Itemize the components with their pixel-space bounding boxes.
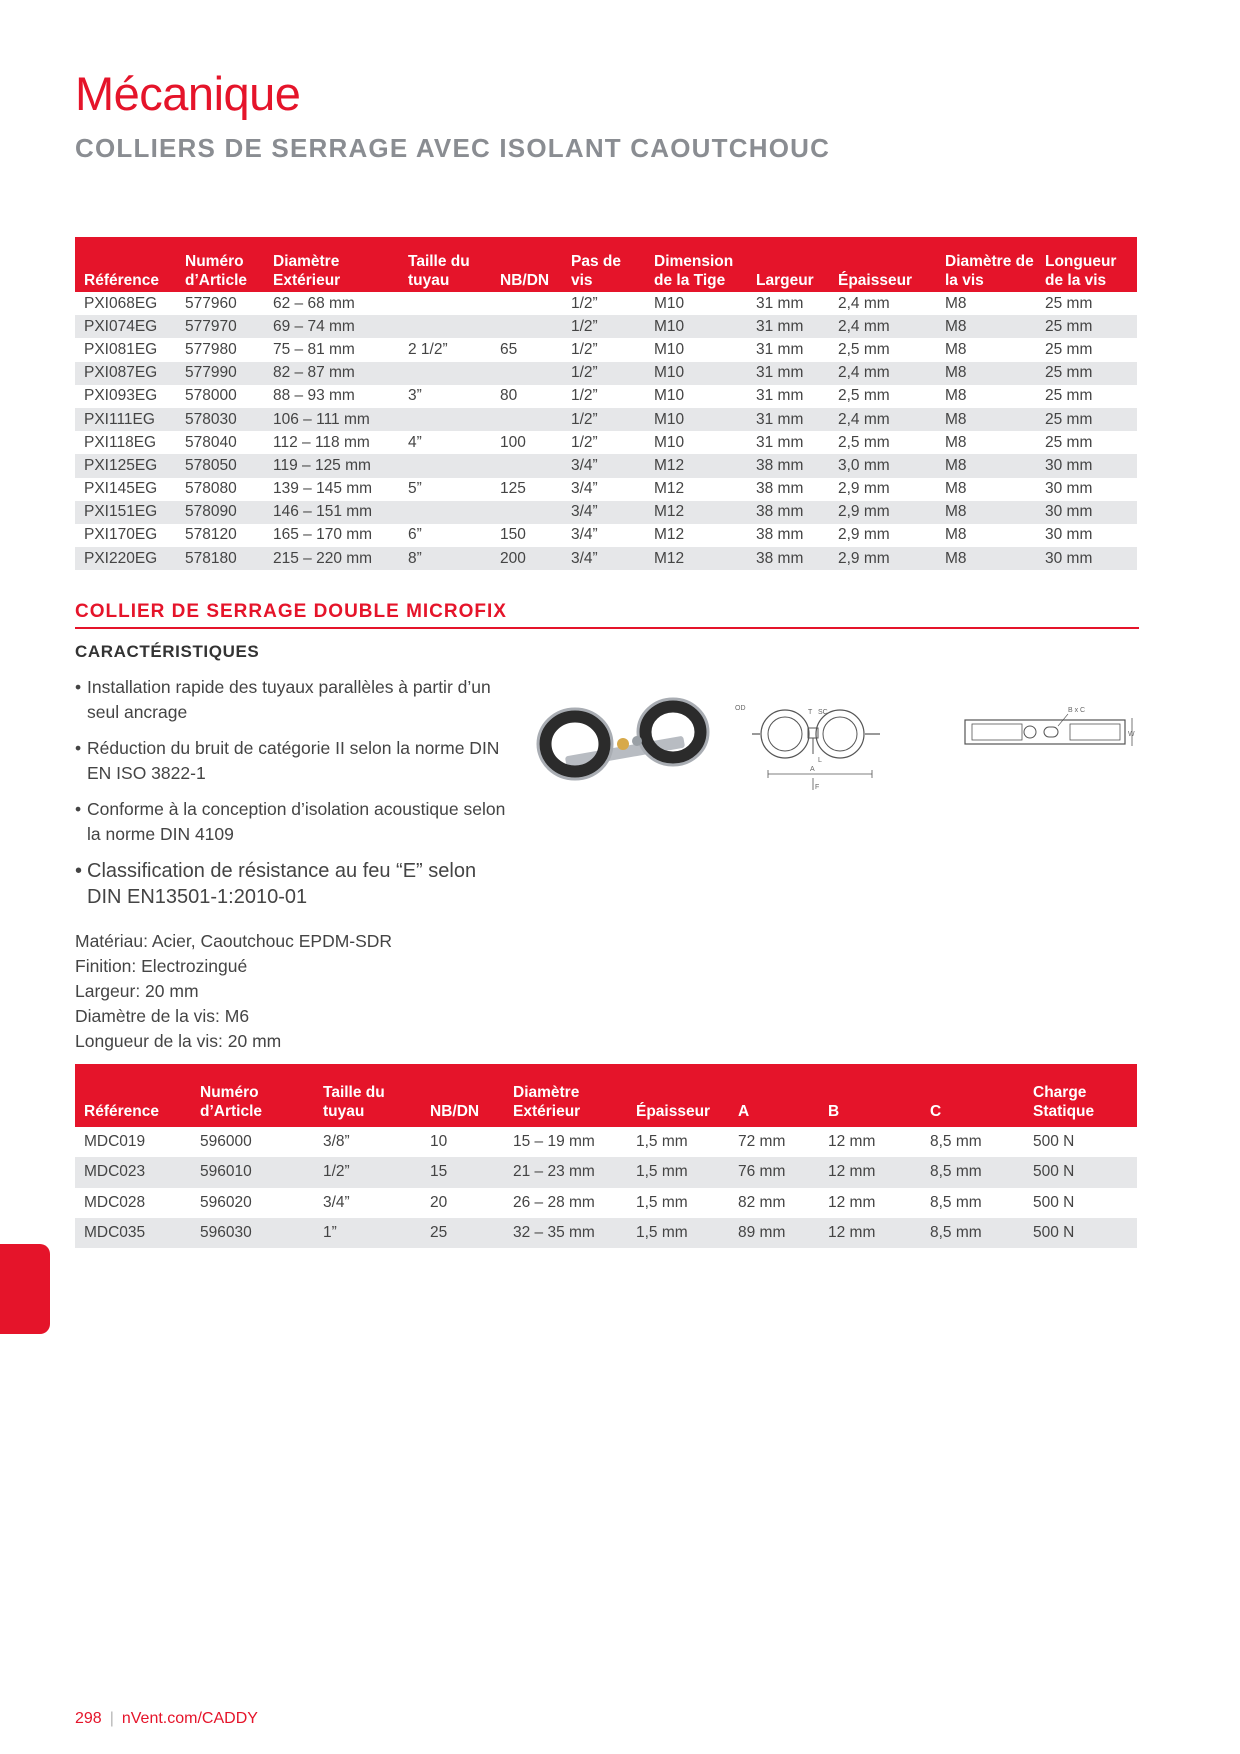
table-cell [399, 501, 491, 524]
table-cell: 1,5 mm [627, 1218, 729, 1248]
properties-list [75, 929, 392, 1054]
table-cell: 2,4 mm [829, 362, 936, 385]
table-cell: MDC019 [84, 1133, 146, 1151]
table-cell: M8 [936, 454, 1036, 477]
column-header: Dimension de la Tige [645, 237, 747, 292]
table-cell: 119 – 125 mm [264, 454, 399, 477]
table-cell: PXI220EG [75, 547, 176, 570]
table-cell: 2,4 mm [838, 294, 890, 312]
table-cell: 72 mm [738, 1133, 786, 1151]
column-header: Taille du tuyau [314, 1064, 421, 1127]
diagram-label-l: L [818, 757, 822, 764]
table-row [75, 1218, 1137, 1248]
table-cell: 577990 [176, 362, 264, 385]
table-cell: 25 mm [1045, 433, 1093, 451]
column-header: Référence [75, 237, 176, 292]
column-header: NB/DN [421, 1064, 504, 1127]
table-cell: 577970 [176, 315, 264, 338]
diagram-label-f: F [815, 784, 820, 791]
table-cell: 215 – 220 mm [264, 547, 399, 570]
table-cell: M10 [654, 294, 685, 312]
table-cell: M8 [936, 362, 1036, 385]
column-header: B [819, 1064, 921, 1127]
footer-site-link[interactable]: nVent.com/CADDY [121, 1710, 258, 1727]
property-item: Finition: Electrozingué [75, 956, 248, 976]
table-cell: PXI081EG [84, 340, 158, 358]
table-cell: M12 [654, 526, 685, 544]
table-cell: M12 [645, 547, 747, 570]
table-cell: 5” [408, 480, 422, 498]
table-cell: 32 – 35 mm [504, 1218, 627, 1248]
table-cell [491, 292, 562, 315]
table-cell: 1/2” [571, 433, 598, 451]
table-cell: 30 mm [1036, 454, 1137, 477]
property-item: Longueur de la vis: 20 mm [75, 1031, 282, 1051]
diagram-label-w: W [1128, 731, 1135, 738]
table-row [75, 501, 1137, 524]
table-cell: 3/4” [562, 501, 645, 524]
column-header: C [921, 1064, 1024, 1127]
table-cell: 139 – 145 mm [273, 480, 373, 498]
table-header-row [75, 237, 1137, 292]
table-cell: 3,0 mm [829, 454, 936, 477]
table-cell: 30 mm [1036, 547, 1137, 570]
table-cell: 1” [314, 1218, 421, 1248]
table-cell: 89 mm [729, 1218, 819, 1248]
table-cell: 4” [408, 433, 422, 451]
table-cell: 1/2” [562, 408, 645, 431]
table-cell: 10 [430, 1133, 448, 1151]
table-row [75, 547, 1137, 570]
table-cell: 578080 [185, 480, 237, 498]
table-cell: 3/8” [323, 1133, 350, 1151]
table-cell: M8 [945, 433, 967, 451]
table-cell: 30 mm [1045, 526, 1093, 544]
column-header: Diamètre Extérieur [264, 237, 399, 292]
diagram-label-sc: SC [818, 709, 828, 716]
table-cell: 1/2” [571, 294, 598, 312]
table-cell: 8,5 mm [930, 1193, 982, 1211]
table-cell: 2,9 mm [829, 547, 936, 570]
table-cell [399, 362, 491, 385]
table-cell: M8 [945, 387, 967, 405]
table-cell: 8,5 mm [921, 1218, 1024, 1248]
table-cell: 2,4 mm [829, 315, 936, 338]
table-cell: 1,5 mm [636, 1133, 688, 1151]
table-cell: 100 [500, 433, 526, 451]
table-cell: M10 [654, 433, 685, 451]
table-cell: 1/2” [571, 340, 598, 358]
table-cell: M10 [654, 387, 685, 405]
table-cell: 2,9 mm [829, 501, 936, 524]
column-header: Épaisseur [829, 237, 936, 292]
table-cell: 25 [421, 1218, 504, 1248]
features-heading: CARACTÉRISTIQUES [75, 642, 260, 661]
table-cell: 596010 [191, 1157, 314, 1187]
table-cell: 578050 [176, 454, 264, 477]
table-cell: 31 mm [756, 340, 804, 358]
table-row [75, 338, 1137, 361]
table-cell: 2,5 mm [838, 340, 890, 358]
table-cell: M8 [945, 526, 967, 544]
table-cell: 65 [500, 340, 518, 358]
table-cell: 500 N [1033, 1193, 1075, 1211]
table-cell: 26 – 28 mm [513, 1193, 595, 1211]
table-cell: 12 mm [819, 1218, 921, 1248]
table-cell: MDC035 [75, 1218, 191, 1248]
table-cell: 578120 [185, 526, 237, 544]
table-row [75, 292, 1137, 315]
table-cell: M10 [645, 408, 747, 431]
table-cell: 596030 [191, 1218, 314, 1248]
mdc-spec-table [75, 1064, 1137, 1248]
table-cell: M10 [645, 315, 747, 338]
table-cell: 3/4” [323, 1193, 350, 1211]
table-cell: 31 mm [756, 387, 804, 405]
column-header: Pas de vis [562, 237, 645, 292]
table-row [75, 478, 1137, 501]
table-row [75, 431, 1137, 454]
column-header: Longueur de la vis [1036, 237, 1137, 292]
table-cell: 1,5 mm [627, 1157, 729, 1187]
table-cell: 30 mm [1036, 501, 1137, 524]
table-cell: PXI118EG [84, 433, 157, 451]
pxi-spec-table [75, 237, 1137, 570]
table-cell [491, 408, 562, 431]
table-cell: M8 [945, 480, 967, 498]
table-cell: 31 mm [747, 315, 829, 338]
table-row [75, 385, 1137, 408]
table-cell: PXI093EG [84, 387, 158, 405]
column-header: Diamètre Extérieur [504, 1064, 627, 1127]
table-cell: 20 [430, 1193, 448, 1211]
column-header: Largeur [747, 237, 829, 292]
table-cell: 500 N [1024, 1218, 1137, 1248]
table-cell: 578180 [176, 547, 264, 570]
table-cell: 2 1/2” [408, 340, 448, 358]
table-row [75, 1127, 1137, 1157]
page-footer [75, 1710, 258, 1728]
table-cell: M8 [945, 294, 967, 312]
page-title: Mécanique [75, 67, 301, 120]
features-list [75, 675, 515, 921]
table-cell: PXI151EG [75, 501, 176, 524]
page-subtitle: COLLIERS DE SERRAGE AVEC ISOLANT CAOUTCHOUC [75, 133, 831, 163]
diagram-label-bxc: B x C [1068, 707, 1086, 714]
table-cell: 112 – 118 mm [273, 433, 370, 451]
table-cell: 75 – 81 mm [273, 340, 355, 358]
table-row [75, 454, 1137, 477]
table-cell: 2,5 mm [838, 433, 890, 451]
table-cell: 125 [500, 480, 526, 498]
table-row [75, 1157, 1137, 1187]
table-cell: 82 – 87 mm [264, 362, 399, 385]
table-cell: 1/2” [571, 387, 598, 405]
feature-item: • Installation rapide des tuyaux parallèles à partir d’un seul ancrage [75, 675, 515, 725]
table-cell: 62 – 68 mm [273, 294, 355, 312]
page-number: 298 [75, 1710, 102, 1727]
table-cell [399, 408, 491, 431]
table-cell: 31 mm [747, 362, 829, 385]
table-cell: 150 [500, 526, 526, 544]
table-cell: 3/4” [562, 547, 645, 570]
table-cell: M8 [936, 547, 1036, 570]
column-header: Numéro d’Article [176, 237, 264, 292]
diagram-label-t: T [808, 709, 813, 716]
table-cell: 38 mm [756, 480, 804, 498]
table-cell: 577960 [185, 294, 237, 312]
footer-separator: | [109, 1710, 114, 1727]
table-cell: 596020 [200, 1193, 252, 1211]
table-cell: 25 mm [1045, 387, 1093, 405]
table-cell: PXI111EG [75, 408, 176, 431]
table-cell: 2,4 mm [829, 408, 936, 431]
table-cell: 1/2” [562, 315, 645, 338]
table-cell: M12 [654, 480, 685, 498]
table-cell: 80 [500, 387, 518, 405]
column-header: Diamètre de la vis [936, 237, 1036, 292]
table-cell: 578000 [185, 387, 237, 405]
table-cell: 3/4” [571, 480, 598, 498]
table-cell [491, 362, 562, 385]
table-cell: 30 mm [1045, 480, 1093, 498]
table-cell: 25 mm [1045, 294, 1093, 312]
table-cell: 596000 [200, 1133, 252, 1151]
table-cell: 2,9 mm [838, 526, 890, 544]
column-header: Numéro d’Article [191, 1064, 314, 1127]
top-view-diagram [960, 700, 1140, 760]
table-cell: 69 – 74 mm [264, 315, 399, 338]
property-item: Diamètre de la vis: M6 [75, 1006, 250, 1026]
feature-item: • Classification de résistance au feu “E” selon DIN EN13501-1:2010-01 [75, 858, 515, 910]
table-cell: 2,5 mm [838, 387, 890, 405]
table-cell: 38 mm [747, 547, 829, 570]
property-item: Matériau: Acier, Caoutchouc EPDM-SDR [75, 931, 393, 951]
column-header: Charge Statique [1024, 1064, 1137, 1127]
feature-item: • Conforme à la conception d’isolation acoustique selon la norme DIN 4109 [75, 797, 515, 847]
table-cell: PXI074EG [75, 315, 176, 338]
table-cell: 31 mm [747, 408, 829, 431]
table-cell: M8 [936, 408, 1036, 431]
table-cell: 578090 [176, 501, 264, 524]
table-cell: 2,9 mm [838, 480, 890, 498]
product-photo [525, 694, 725, 794]
table-cell: 25 mm [1036, 408, 1137, 431]
table-cell: 12 mm [819, 1157, 921, 1187]
table-cell: 21 – 23 mm [504, 1157, 627, 1187]
table-cell: 165 – 170 mm [273, 526, 373, 544]
table-row [75, 315, 1137, 338]
table-cell: 106 – 111 mm [264, 408, 399, 431]
table-cell: PXI125EG [75, 454, 176, 477]
table-cell [491, 454, 562, 477]
table-cell: 1,5 mm [636, 1193, 688, 1211]
table-cell: 25 mm [1045, 340, 1093, 358]
table-cell: 146 – 151 mm [264, 501, 399, 524]
column-header: Épaisseur [627, 1064, 729, 1127]
table-row [75, 1188, 1137, 1218]
table-cell: 25 mm [1036, 362, 1137, 385]
column-header: A [729, 1064, 819, 1127]
table-cell: PXI068EG [84, 294, 158, 312]
column-header: Taille du tuyau [399, 237, 491, 292]
table-cell: 8,5 mm [921, 1157, 1024, 1187]
table-cell: MDC023 [75, 1157, 191, 1187]
table-row [75, 524, 1137, 547]
table-cell: M8 [936, 501, 1036, 524]
table-cell: 200 [491, 547, 562, 570]
table-cell: 38 mm [747, 454, 829, 477]
table-cell: M10 [654, 340, 685, 358]
table-cell: PXI170EG [84, 526, 158, 544]
table-cell: 6” [408, 526, 422, 544]
table-cell: 3/4” [562, 454, 645, 477]
table-cell [399, 292, 491, 315]
table-cell: 31 mm [756, 433, 804, 451]
table-cell: 578030 [176, 408, 264, 431]
table-header-row [75, 1064, 1137, 1127]
table-cell: 88 – 93 mm [273, 387, 355, 405]
diagram-label-a: A [810, 766, 815, 773]
table-cell: MDC028 [84, 1193, 146, 1211]
table-cell: 15 – 19 mm [513, 1133, 595, 1151]
table-cell: 578040 [185, 433, 237, 451]
table-cell: 8,5 mm [930, 1133, 982, 1151]
table-cell: 12 mm [828, 1133, 876, 1151]
table-cell: 76 mm [729, 1157, 819, 1187]
table-cell: 82 mm [738, 1193, 786, 1211]
section-title: COLLIER DE SERRAGE DOUBLE MICROFIX [75, 601, 507, 622]
front-view-diagram [730, 692, 910, 792]
table-cell: PXI145EG [84, 480, 158, 498]
table-cell: 8” [399, 547, 491, 570]
table-cell: 500 N [1033, 1133, 1075, 1151]
table-cell: 500 N [1024, 1157, 1137, 1187]
table-cell [491, 315, 562, 338]
table-cell: M8 [945, 340, 967, 358]
property-item: Largeur: 20 mm [75, 981, 199, 1001]
table-cell: 38 mm [747, 501, 829, 524]
diagram-label-od: OD [735, 705, 746, 712]
table-cell [399, 454, 491, 477]
table-cell: M12 [645, 501, 747, 524]
table-cell: M10 [645, 362, 747, 385]
table-cell [399, 315, 491, 338]
table-cell: 3” [408, 387, 422, 405]
table-cell: 1/2” [562, 362, 645, 385]
table-cell: 31 mm [756, 294, 804, 312]
table-cell: 25 mm [1036, 315, 1137, 338]
table-cell: 1/2” [314, 1157, 421, 1187]
table-cell: 577980 [185, 340, 237, 358]
column-header: Référence [75, 1064, 191, 1127]
feature-item: • Réduction du bruit de catégorie II selon la norme DIN EN ISO 3822-1 [75, 736, 515, 786]
table-row [75, 408, 1137, 431]
column-header: NB/DN [491, 237, 562, 292]
table-row [75, 362, 1137, 385]
table-cell: 38 mm [756, 526, 804, 544]
table-cell: M8 [936, 315, 1036, 338]
table-cell: PXI087EG [75, 362, 176, 385]
section-tab-marker [0, 1244, 50, 1334]
table-cell: 15 [421, 1157, 504, 1187]
table-cell [491, 501, 562, 524]
section-divider [75, 627, 1139, 629]
table-cell: M12 [645, 454, 747, 477]
table-cell: 3/4” [571, 526, 598, 544]
table-cell: 12 mm [828, 1193, 876, 1211]
